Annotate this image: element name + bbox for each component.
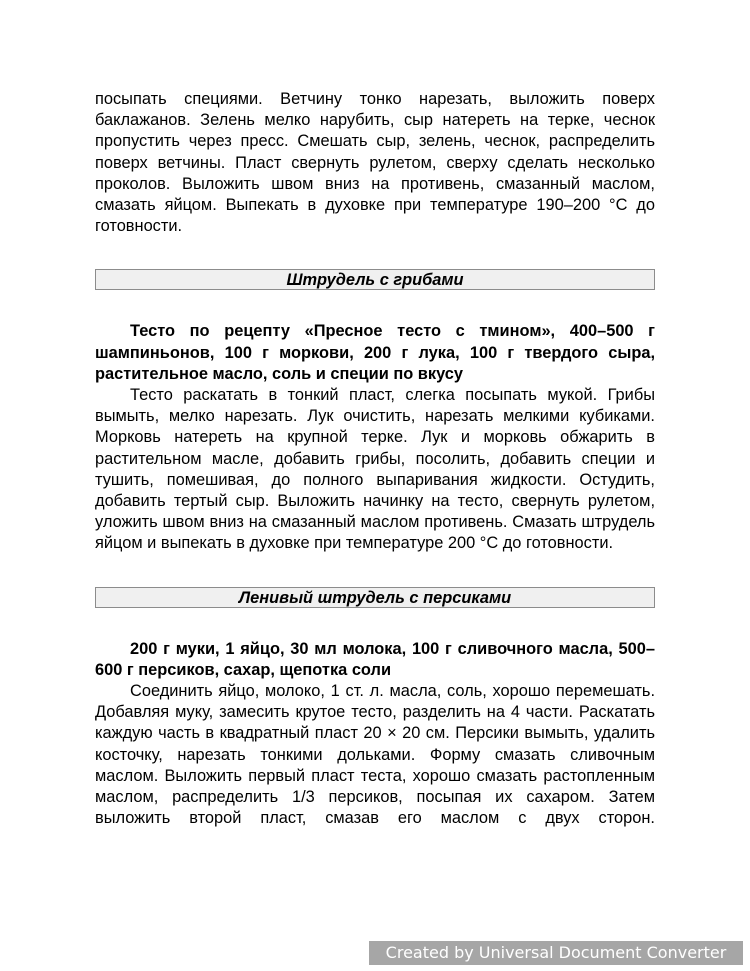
converter-watermark: Created by Universal Document Converter bbox=[369, 941, 743, 965]
recipe-title-peach-strudel: Ленивый штрудель с персиками bbox=[95, 587, 655, 608]
recipe-method-mushroom-strudel: Тесто раскатать в тонкий пласт, слегка посыпать мукой. Грибы вымыть, мелко нарезать. Лук очистить, нарезать мелкими кубиками. Морковь натереть на крупной терке. Лук и морковь обжарить в растительном масле, добавить грибы, посолить, добавить специи и тушить, помешивая, до полного выпаривания жидкости. Остудить, добавить тертый сыр. Выложить начинку на тесто, свернуть рулетом, уложить швом вниз на смазанный маслом противень. Смазать штрудель яйцом и выпекать в духовке при температуре 200 °С до готовности. bbox=[95, 386, 655, 553]
recipe-method-peach-strudel: Соединить яйцо, молоко, 1 ст. л. масла, соль, хорошо перемешать. Добавляя муку, замесить крутое тесто, разделить на 4 части. Раскатать каждую часть в квадратный пласт 20 × 20 см. Персики вымыть, удалить косточку, нарезать тонкими дольками. Форму смазать сливочным маслом. Выложить первый пласт теста, хорошо смазать растопленным маслом, распределить 1/3 персиков, посыпая их сахаром. Затем выложить второй пласт, смазав его маслом с двух сторон. bbox=[95, 682, 655, 828]
document-page bbox=[95, 89, 655, 829]
recipe-title-mushroom-strudel: Штрудель с грибами bbox=[95, 269, 655, 290]
recipe-ingredients-mushroom-strudel: Тесто по рецепту «Пресное тесто с тмином», 400–500 г шампиньонов, 100 г моркови, 200 г лука, 100 г твердого сыра, растительное масло, соль и специи по вкусу bbox=[95, 322, 655, 383]
intro-paragraph: посыпать специями. Ветчину тонко нарезать, выложить поверх баклажанов. Зелень мелко нарубить, сыр натереть на терке, чеснок пропустить через пресс. Смешать сыр, зелень, чеснок, распределить поверх ветчины. Пласт свернуть рулетом, сверху сделать несколько проколов. Выложить швом вниз на противень, смазанный маслом, смазать яйцом. Выпекать в духовке при температуре 190–200 °С до готовности. bbox=[95, 90, 655, 236]
recipe-ingredients-peach-strudel: 200 г муки, 1 яйцо, 30 мл молока, 100 г сливочного масла, 500–600 г персиков, сахар, щепотка соли bbox=[95, 639, 655, 679]
